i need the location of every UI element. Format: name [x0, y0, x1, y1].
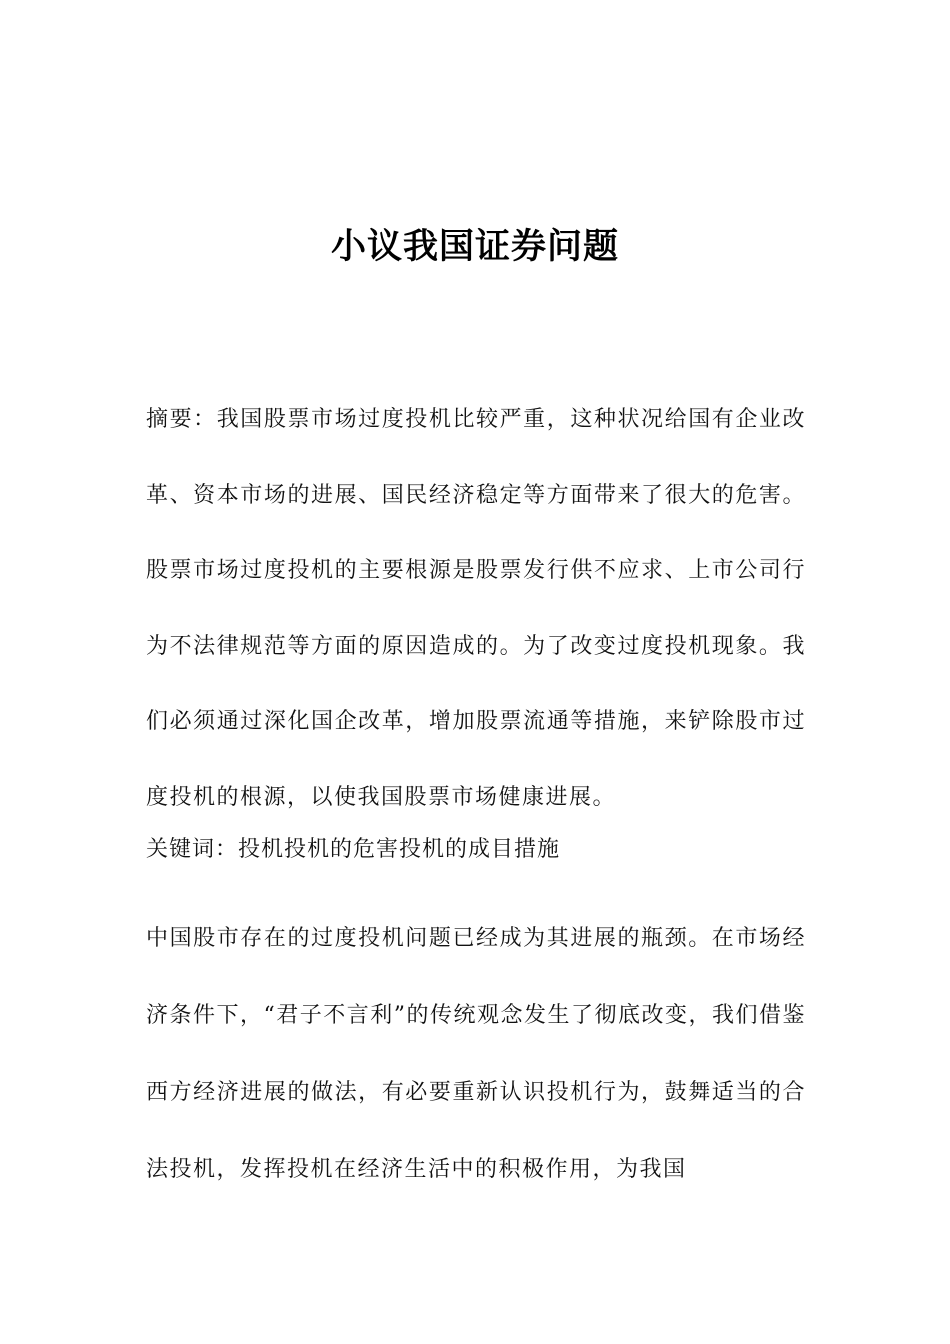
document-title: 小议我国证券问题	[330, 227, 619, 267]
abstract-paragraph: 摘要：我国股票市场过度投机比较严重，这种状况给国有企业改革、资本市场的进展、国民经济稳定等方面带来了很大的危害。股票市场过度投机的主要根源是股票发行供不应求、上市公司行为不法律规范等方面的原因造成的。为了改变过度投机现象。我们必须通过深化国企改革，增加股票流通等措施，来铲除股市过度投机的根源，以使我国股票市场健康进展。	[146, 407, 806, 810]
intro-paragraph: 中国股市存在的过度投机问题已经成为其进展的瓶颈。在市场经济条件下，“君子不言利”的传统观念发生了彻底改变，我们借鉴西方经济进展的做法，有必要重新认识投机行为，鼓舞适当的合法投机，发挥投机在经济生活中的积极作用，为我国	[146, 926, 806, 1182]
keywords-line: 关键词：投机投机的危害投机的成目措施	[146, 837, 561, 862]
